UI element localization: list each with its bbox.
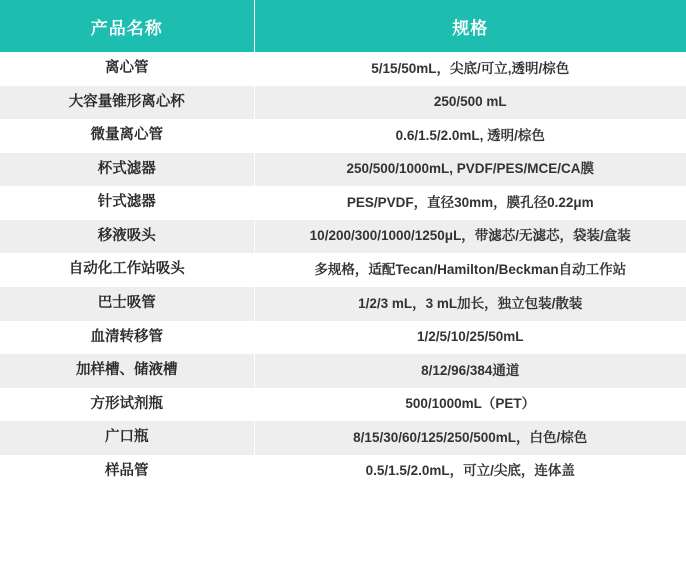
cell-product-name: 广口瓶	[0, 421, 254, 455]
cell-product-name: 针式滤器	[0, 186, 254, 220]
cell-specification: 10/200/300/1000/1250μL，带滤芯/无滤芯，袋装/盒装	[254, 220, 686, 254]
cell-product-name: 方形试剂瓶	[0, 388, 254, 422]
table-row	[0, 388, 686, 422]
cell-product-name: 血清转移管	[0, 321, 254, 355]
cell-product-name: 巴士吸管	[0, 287, 254, 321]
table-row	[0, 287, 686, 321]
table-row	[0, 421, 686, 455]
cell-product-name: 大容量锥形离心杯	[0, 86, 254, 120]
cell-product-name: 离心管	[0, 52, 254, 86]
cell-specification: 0.5/1.5/2.0mL，可立/尖底，连体盖	[254, 455, 686, 489]
cell-specification: 250/500/1000mL, PVDF/PES/MCE/CA膜	[254, 153, 686, 187]
table-row	[0, 119, 686, 153]
cell-product-name: 样品管	[0, 455, 254, 489]
column-header-product-name: 产品名称	[0, 0, 254, 52]
table-row	[0, 253, 686, 287]
cell-specification: 1/2/5/10/25/50mL	[254, 321, 686, 355]
cell-specification: 500/1000mL（PET）	[254, 388, 686, 422]
cell-specification: 1/2/3 mL，3 mL加长，独立包装/散装	[254, 287, 686, 321]
table-header	[0, 0, 686, 52]
cell-product-name: 移液吸头	[0, 220, 254, 254]
cell-product-name: 自动化工作站吸头	[0, 253, 254, 287]
table-row	[0, 86, 686, 120]
table-row	[0, 186, 686, 220]
cell-product-name: 微量离心管	[0, 119, 254, 153]
cell-specification: PES/PVDF，直径30mm，膜孔径0.22μm	[254, 186, 686, 220]
table-row	[0, 153, 686, 187]
table-header-row	[0, 0, 686, 52]
table-row	[0, 321, 686, 355]
cell-specification: 5/15/50mL，尖底/可立,透明/棕色	[254, 52, 686, 86]
table-row	[0, 220, 686, 254]
cell-specification: 0.6/1.5/2.0mL, 透明/棕色	[254, 119, 686, 153]
cell-specification: 多规格，适配Tecan/Hamilton/Beckman自动工作站	[254, 253, 686, 287]
table-row	[0, 455, 686, 489]
cell-specification: 8/12/96/384通道	[254, 354, 686, 388]
cell-specification: 250/500 mL	[254, 86, 686, 120]
cell-product-name: 加样槽、储液槽	[0, 354, 254, 388]
cell-specification: 8/15/30/60/125/250/500mL，白色/棕色	[254, 421, 686, 455]
table-row	[0, 354, 686, 388]
column-header-specification: 规格	[254, 0, 686, 52]
table-row	[0, 52, 686, 86]
table-body	[0, 52, 686, 488]
cell-product-name: 杯式滤器	[0, 153, 254, 187]
